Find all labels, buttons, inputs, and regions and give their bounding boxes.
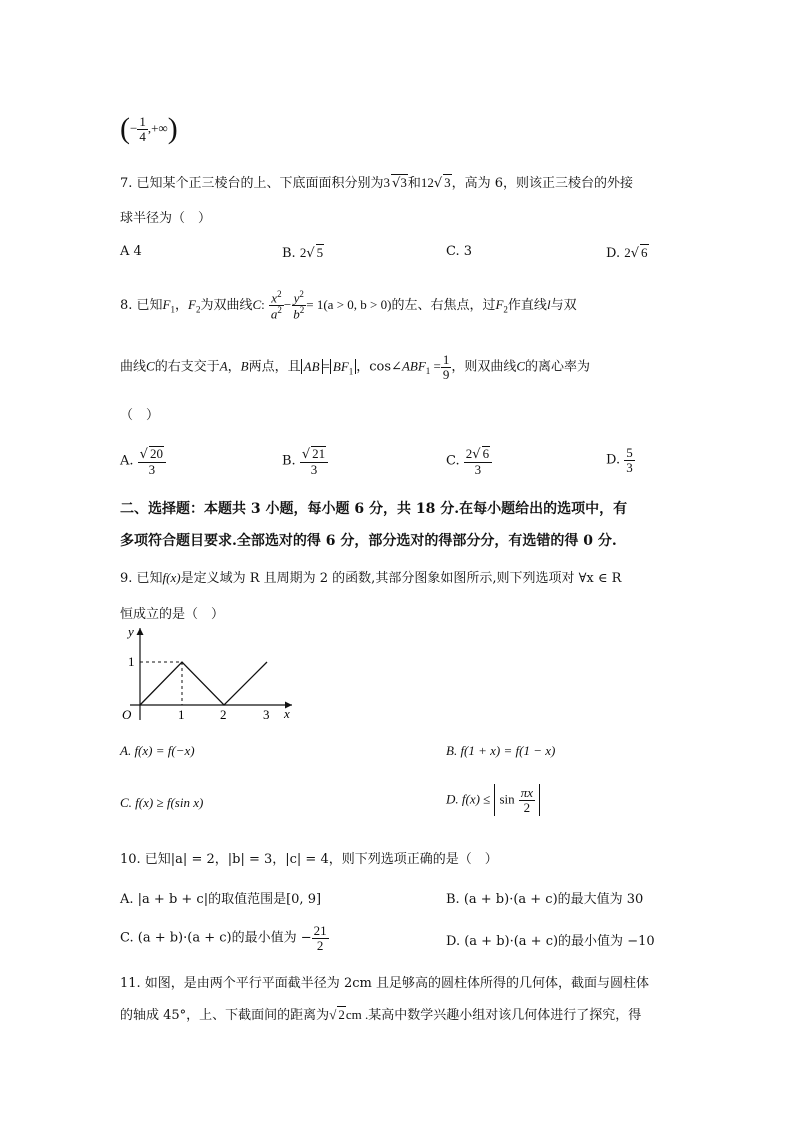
x-tick-3: 3 bbox=[263, 707, 270, 722]
x-tick-1: 1 bbox=[178, 707, 185, 722]
q8-option-d[interactable]: D. $\frac{5}{3}$ bbox=[606, 445, 633, 475]
q10-stem: 10. 已知|a| = 2，|b| = 3，|c| = 4，则下列选项正确的是（ ） bbox=[120, 852, 498, 867]
origin-label: O bbox=[122, 707, 132, 722]
q9-option-b[interactable]: B. f(1 + x) = f(1 − x) bbox=[446, 743, 556, 758]
q11-stem-line2: 的轴成 45°，上、下截面间的距离为√ 2cm .某高中数学兴趣小组对该几何体进行了探究，得 bbox=[120, 1007, 642, 1023]
q7-stem-line1: 7. 已知某个正三棱台的上、下底面面积分别为3√ 3和12√ 3，高为 6，则该正三棱台的外接 bbox=[120, 172, 633, 191]
y-tick-1: 1 bbox=[128, 654, 135, 669]
radical-sign: √ bbox=[472, 447, 481, 462]
q7-stem-line2: 球半径为（ ） bbox=[120, 211, 212, 226]
q10-option-d[interactable]: D. (a + b)·(a + c)的最小值为 −10 bbox=[446, 934, 655, 949]
q8-option-b[interactable]: B. $\frac{√ 21}{3}$ bbox=[282, 446, 328, 476]
radical-sign: √ bbox=[433, 176, 443, 191]
q8-stem-line2: 曲线C的右支交于A，B两点，且 AB = $BF_1$ ，$\cos\angle ABF_1$ = $\frac{1}{9}$ ，则双曲线C的离心率为 bbox=[120, 352, 591, 382]
q9-option-c[interactable]: C. f(x) ≥ f(sin x) bbox=[120, 795, 204, 810]
q10-option-c[interactable]: C. (a + b)·(a + c)的最小值为 − $\frac{21}{2}$ bbox=[120, 923, 327, 953]
radical-sign: √ bbox=[139, 447, 148, 462]
q9-function-graph bbox=[112, 620, 302, 725]
x-tick-2: 2 bbox=[220, 707, 227, 722]
q9-stem-line2: 恒成立的是（ ） bbox=[120, 607, 225, 622]
q7-option-b[interactable]: B. 2√ 5 bbox=[282, 245, 324, 261]
q10-option-b[interactable]: B. (a + b)·(a + c)的最大值为 30 bbox=[446, 892, 644, 907]
q9-option-a[interactable]: A. f(x) = f(−x) bbox=[120, 743, 195, 758]
section2-heading-line2: 多项符合题目要求.全部选对的得 6 分，部分选对的得部分分，有选错的得 0 分. bbox=[120, 533, 617, 549]
q8-stem-line1: 8. 已知$F_1$，$F_2$为双曲线C: $\frac{x^2}{a^2}$ − $\frac{y^2}{b^2}$ = 1(a > 0, b > 0)的左、右焦点，过$F_2$作直线l与双 bbox=[120, 289, 577, 322]
q8-option-a[interactable]: A. $\frac{√ 20}{3}$ bbox=[120, 446, 166, 476]
q8-option-c[interactable]: C. $\frac{2√ 6}{3}$ bbox=[446, 446, 492, 476]
radical-sign: √ bbox=[301, 447, 311, 462]
q9-option-d[interactable]: D. f(x) ≤ sin $\frac{\pi x}{2}$ bbox=[446, 784, 540, 816]
q10-option-a[interactable]: A. |a + b + c|的取值范围是[0, 9] bbox=[120, 892, 322, 907]
interval-answer: (− $\frac{1}{4}$ ,+∞) bbox=[120, 112, 178, 145]
function-curve bbox=[140, 662, 267, 705]
y-axis-label: y bbox=[128, 624, 134, 639]
q11-stem-line1: 11. 如图，是由两个平行平面截半径为 2cm 且足够高的圆柱体所得的几何体，截面与圆柱体 bbox=[120, 976, 649, 991]
q9-stem-line1: 9. 已知f(x)是定义域为 R 且周期为 2 的函数,其部分图象如图所示,则下列选项对 ∀x ∈ R bbox=[120, 570, 622, 586]
q8-answer-paren: （ ） bbox=[120, 408, 160, 423]
radical-sign: √ bbox=[306, 246, 315, 261]
q7-option-a[interactable]: A 4 bbox=[120, 244, 142, 259]
x-axis-label: x bbox=[284, 706, 290, 721]
q7-option-c[interactable]: C. 3 bbox=[446, 244, 473, 259]
section2-heading-line1: 二、选择题：本题共 3 小题，每小题 6 分，共 18 分.在每小题给出的选项中，有 bbox=[120, 501, 628, 517]
radical-sign: √ bbox=[630, 246, 640, 261]
q7-option-d[interactable]: D. 2√ 6 bbox=[606, 245, 648, 261]
